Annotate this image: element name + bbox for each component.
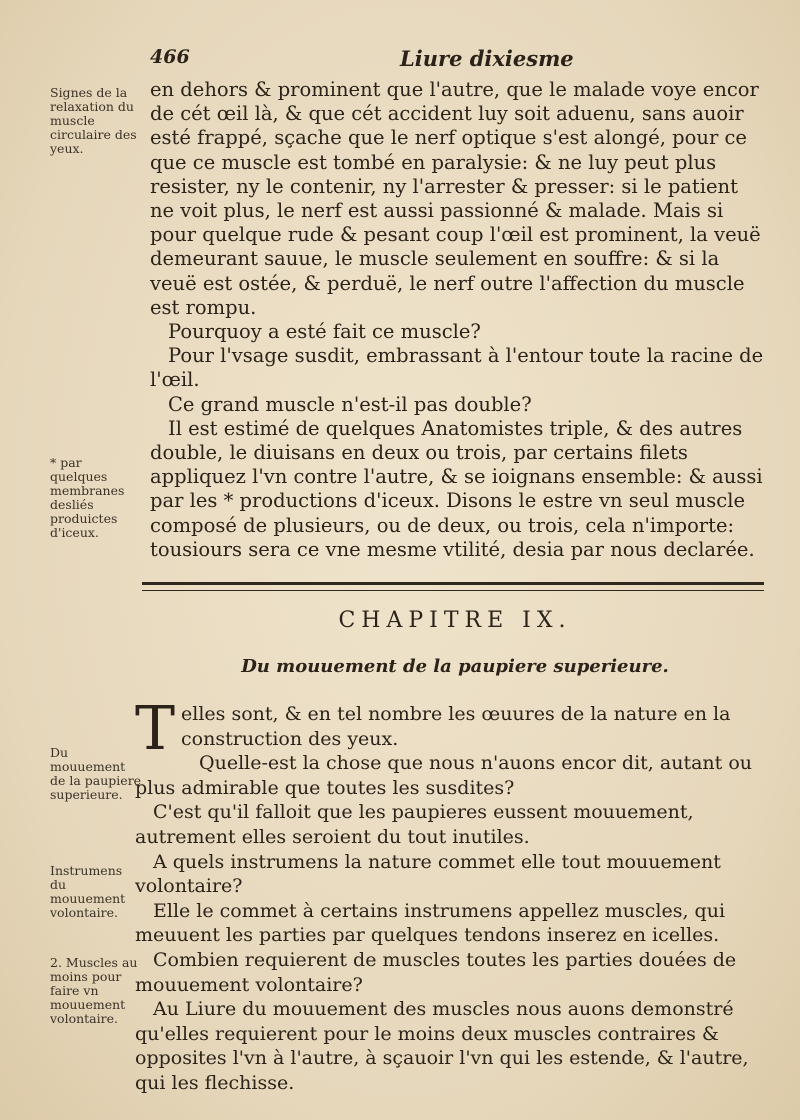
paragraph: en dehors & prominent que l'autre, que le malade voye encor de cét œil là, & que cét accident luy soit aduenu, sans auoir esté frappé, sçache que le nerf optique s'est alongé, pour ce que ce muscle est tombé en paralysie: & ne luy peut plus resister, ny le contenir, ny l'arrester & presser: si le patient ne voit plus, le nerf est aussi passionné & malade. Mais si pour quelque rude & pesant coup l'œil est prominent, la veuë demeurant sauue, le muscle seulement en souffre: & si la veuë est ostée, & perduë, le nerf outre l'affection du muscle est rompu. [150, 78, 761, 319]
opening-text: elles sont, & en tel nombre les œuures de la nature en la construction des yeux. [181, 703, 731, 750]
running-title: Liure dixiesme [400, 46, 574, 71]
chapter-subtitle: Du mouuement de la paupiere superieure. [241, 656, 669, 677]
margin-note: * par quelques membranes desliés produictes d'iceux. [50, 455, 125, 540]
page-number: 466 [150, 46, 190, 68]
answer: Pour l'vsage susdit, embrassant à l'entour toute la racine de l'œil. [150, 344, 764, 392]
chapter-title: CHAPITRE IX. [338, 608, 572, 633]
answer: Il est estimé de quelques Anatomistes triple, & des autres double, le diuisans en deux ou trois, par certains filets appliquez l'vn contre l'autre, & se ioignans ensemble: & aussi par les * productions d'iceux. Disons le estre vn seul muscle composé de plusieurs, ou de deux, ou trois, cela n'importe: tousiours sera ce vne mesme vtilité, desia par nous declarée. [150, 416, 763, 561]
question: Combien requierent de muscles toutes les parties douées de mouuement volontaire? [135, 948, 737, 996]
page-header [150, 46, 760, 76]
text-block-chapter [135, 694, 760, 1096]
opening-paragraph [135, 694, 760, 764]
text-block-top [150, 78, 765, 562]
margin-note: Du mouuement de la paupiere superieure. [50, 745, 142, 802]
section-divider [142, 582, 764, 591]
question: Quelle-est la chose que nous n'auons encor dit, autant ou plus admirable que toutes les susdites? [135, 752, 752, 799]
margin-note: Signes de la relaxation du muscle circulaire des yeux. [50, 85, 137, 156]
question: Pourquoy a esté fait ce muscle? [168, 320, 481, 344]
margin-note: 2. Muscles au moins pour faire vn mouuement volontaire. [50, 955, 138, 1026]
answer: Au Liure du mouuement des muscles nous auons demonstré qu'elles requierent pour le moins deux muscles contraires & opposites l'vn à l'autre, à sçauoir l'vn qui les estende, & l'autre, qui les flechisse. [135, 998, 749, 1094]
answer: Elle le commet à certains instrumens appellez muscles, qui meuuent les parties par quelques tendons inserez en icelles. [135, 899, 726, 947]
question: Ce grand muscle n'est-il pas double? [168, 392, 532, 416]
margin-note: Instrumens du mouuement volontaire. [50, 863, 126, 920]
drop-cap: T [135, 694, 176, 764]
answer: C'est qu'il falloit que les paupieres eussent mouuement, autrement elles seroient du tout inutiles. [135, 801, 694, 848]
question: A quels instrumens la nature commet elle tout mouuement volontaire? [135, 850, 721, 898]
